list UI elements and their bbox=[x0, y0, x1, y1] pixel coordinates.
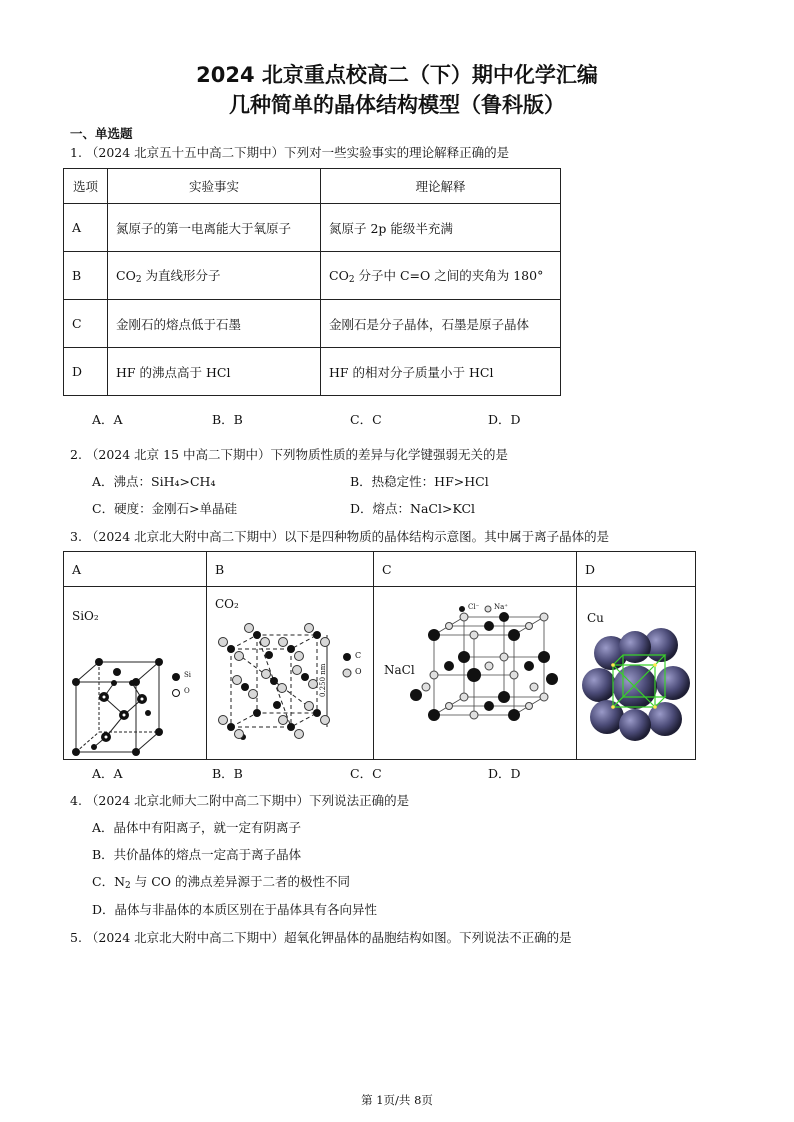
o-legend: O bbox=[184, 687, 190, 695]
q1-table bbox=[63, 168, 561, 396]
co2-crystal-diagram bbox=[207, 587, 373, 759]
document-title-line2: 几种简单的晶体结构模型（鲁科版） bbox=[229, 93, 565, 117]
q2-choice-c[interactable]: C．硬度：金刚石>单晶硅 bbox=[92, 501, 238, 516]
header-cell: C bbox=[374, 552, 577, 587]
theory-cell: $CO_2$ 分子中 C=O 之间的夹角为 180° bbox=[321, 252, 561, 300]
section-heading: 一、单选题 bbox=[70, 126, 133, 141]
q1-choice-d[interactable]: D．D bbox=[488, 412, 521, 427]
q4-choice-d[interactable]: D．晶体与非晶体的本质区别在于晶体具有各向异性 bbox=[92, 902, 378, 917]
q2-choice-b[interactable]: B．热稳定性：HF>HCl bbox=[350, 474, 489, 489]
theory-cell: 金刚石是分子晶体，石墨是原子晶体 bbox=[321, 300, 561, 348]
q2-choice-d[interactable]: D．熔点：NaCl>KCl bbox=[350, 501, 476, 516]
header-cell: D bbox=[577, 552, 696, 587]
option-cell: A bbox=[64, 204, 108, 252]
table-row bbox=[64, 300, 561, 348]
q3-choice-b[interactable]: B．B bbox=[212, 766, 243, 781]
q1-choice-c[interactable]: C．C bbox=[350, 412, 382, 427]
cl-legend: Cl⁻ bbox=[468, 603, 480, 611]
option-cell: C bbox=[64, 300, 108, 348]
q3-table bbox=[63, 551, 696, 760]
co2-label: CO₂ bbox=[215, 597, 239, 611]
table-row bbox=[64, 348, 561, 396]
q5-stem: 5. （2024 北京北大附中高二下期中）超氧化钾晶体的晶胞结构如图。下列说法不正确的是 bbox=[70, 930, 572, 945]
table-row bbox=[64, 204, 561, 252]
cu-structure-cell bbox=[577, 587, 696, 760]
q3-choice-c[interactable]: C．C bbox=[350, 766, 382, 781]
table-header-row bbox=[64, 169, 561, 204]
scale-label: 0.250 nm bbox=[319, 663, 327, 697]
header-cell: 选项 bbox=[64, 169, 108, 204]
header-cell: 实验事实 bbox=[108, 169, 321, 204]
cu-crystal-diagram bbox=[577, 587, 697, 759]
sio2-structure-cell bbox=[64, 587, 207, 760]
q1-choice-a[interactable]: A．A bbox=[92, 412, 123, 427]
c-legend: C bbox=[355, 651, 362, 660]
sio2-label: SiO₂ bbox=[72, 609, 99, 623]
header-cell: A bbox=[64, 552, 207, 587]
q3-stem: 3. （2024 北京北大附中高二下期中）以下是四种物质的晶体结构示意图。其中属于离子晶体的是 bbox=[70, 529, 610, 544]
sio2-crystal-diagram bbox=[64, 587, 204, 759]
q4-stem: 4. （2024 北京北师大二附中高二下期中）下列说法正确的是 bbox=[70, 793, 410, 808]
q4-choice-b[interactable]: B．共价晶体的熔点一定高于离子晶体 bbox=[92, 847, 302, 862]
q1-stem: 1. （2024 北京五十五中高二下期中）下列对一些实验事实的理论解释正确的是 bbox=[70, 145, 510, 160]
header-cell: 理论解释 bbox=[321, 169, 561, 204]
na-legend: Na⁺ bbox=[494, 603, 508, 611]
header-cell: B bbox=[207, 552, 374, 587]
cu-label: Cu bbox=[587, 611, 604, 625]
fact-cell: $CO_2$ 为直线形分子 bbox=[108, 252, 321, 300]
theory-cell: HF 的相对分子质量小于 HCl bbox=[321, 348, 561, 396]
o-legend: O bbox=[355, 667, 362, 676]
table-row bbox=[64, 252, 561, 300]
si-legend: Si bbox=[184, 671, 192, 679]
fact-cell: 氮原子的第一电离能大于氧原子 bbox=[108, 204, 321, 252]
nacl-crystal-diagram bbox=[374, 587, 576, 759]
co2-structure-cell bbox=[207, 587, 374, 760]
q4-choice-a[interactable]: A．晶体中有阳离子，就一定有阴离子 bbox=[92, 820, 302, 835]
table-header-row bbox=[64, 552, 696, 587]
page-footer: 第 1页/共 8页 bbox=[361, 1093, 433, 1107]
option-cell: D bbox=[64, 348, 108, 396]
nacl-structure-cell bbox=[374, 587, 577, 760]
document-title-line1: 2024 北京重点校高二（下）期中化学汇编 bbox=[196, 63, 598, 87]
q2-choice-a[interactable]: A．沸点：SiH₄>CH₄ bbox=[92, 474, 216, 489]
q1-choice-b[interactable]: B．B bbox=[212, 412, 243, 427]
fact-cell: HF 的沸点高于 HCl bbox=[108, 348, 321, 396]
q3-choice-a[interactable]: A．A bbox=[92, 766, 123, 781]
q2-stem: 2. （2024 北京 15 中高二下期中）下列物质性质的差异与化学键强弱无关的是 bbox=[70, 447, 509, 462]
option-cell: B bbox=[64, 252, 108, 300]
fact-cell: 金刚石的熔点低于石墨 bbox=[108, 300, 321, 348]
q3-choice-d[interactable]: D．D bbox=[488, 766, 521, 781]
q4-choice-c[interactable]: C．$N_2$ 与 CO 的沸点差异源于二者的极性不同 bbox=[92, 874, 350, 891]
theory-cell: 氮原子 2p 能级半充满 bbox=[321, 204, 561, 252]
table-row bbox=[64, 587, 696, 760]
nacl-label: NaCl bbox=[384, 663, 415, 677]
